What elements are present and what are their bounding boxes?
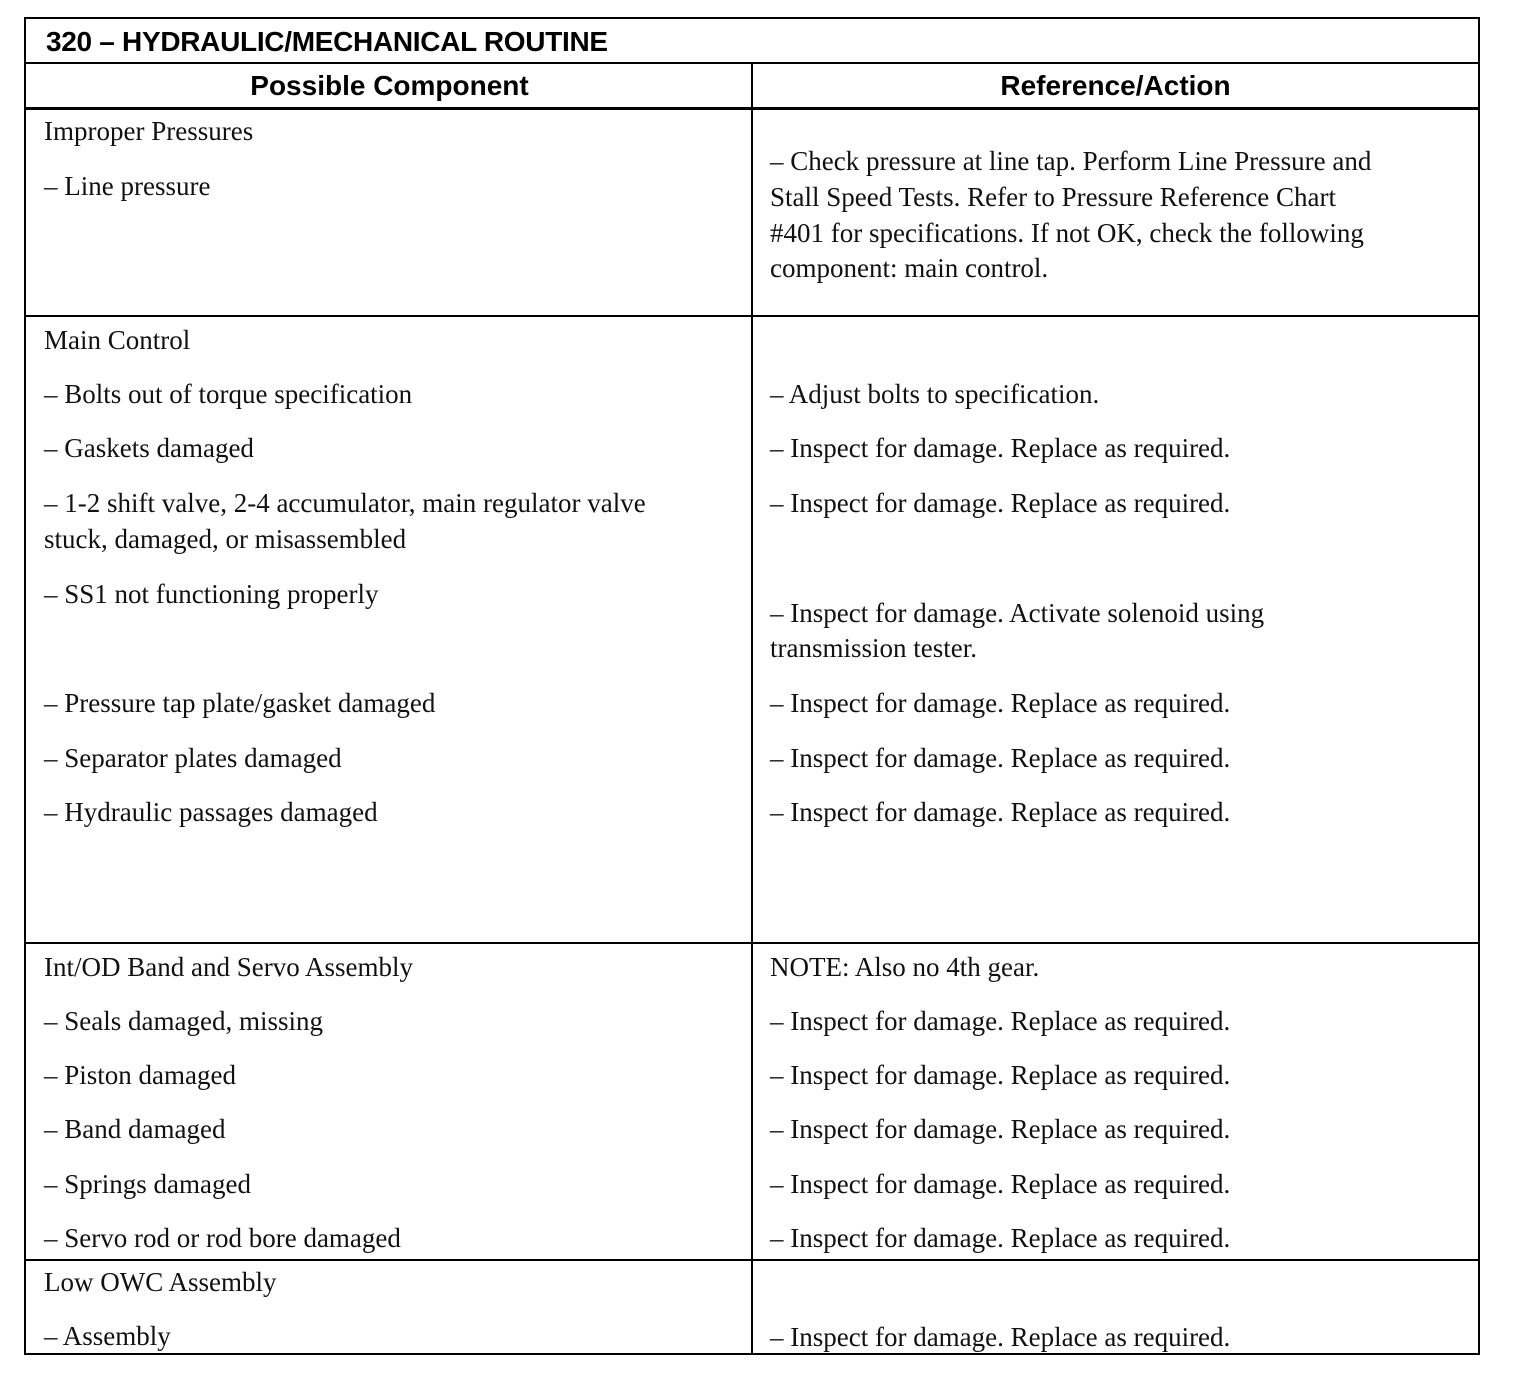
component-cell: – Band damaged — [44, 1114, 226, 1144]
component-cell: – Seals damaged, missing — [44, 1006, 323, 1036]
column-header-action: Reference/Action — [1000, 70, 1231, 101]
component-cell: – Springs damaged — [44, 1169, 251, 1199]
component-cell: – Bolts out of torque specification — [44, 379, 413, 409]
action-cell: – Inspect for damage. Replace as required. — [770, 1060, 1231, 1090]
action-cell: – Inspect for damage. Replace as required. — [770, 688, 1231, 718]
action-cell: – Inspect for damage. Replace as required. — [770, 1169, 1231, 1199]
action-cell: – Inspect for damage. Replace as required. — [770, 488, 1231, 518]
action-cell-line: Stall Speed Tests. Refer to Pressure Reference Chart — [770, 182, 1336, 212]
action-cell: – Inspect for damage. Replace as required. — [770, 1006, 1231, 1036]
component-cell: – Assembly — [44, 1321, 171, 1351]
action-cell-line: component: main control. — [770, 253, 1049, 283]
section-divider — [26, 1259, 1478, 1261]
note-text: NOTE: Also no 4th gear. — [770, 952, 1040, 982]
component-cell: – Line pressure — [44, 171, 211, 201]
action-cell: – Inspect for damage. Replace as required. — [770, 797, 1231, 827]
action-cell: transmission tester. — [770, 633, 977, 663]
section-heading: Int/OD Band and Servo Assembly — [44, 952, 413, 982]
action-cell-line: #401 for specifications. If not OK, check the following — [770, 218, 1364, 248]
column-divider — [751, 64, 753, 1353]
diagnostic-table — [24, 17, 1480, 1355]
action-cell: – Inspect for damage. Activate solenoid using — [770, 598, 1265, 628]
section-divider — [26, 315, 1478, 317]
component-cell: – Separator plates damaged — [44, 743, 342, 773]
component-cell: – Servo rod or rod bore damaged — [44, 1223, 401, 1253]
component-cell: – Gaskets damaged — [44, 433, 254, 463]
action-cell: – Adjust bolts to specification. — [770, 379, 1100, 409]
section-heading: Main Control — [44, 325, 191, 355]
table-title: 320 – HYDRAULIC/MECHANICAL ROUTINE — [26, 19, 1478, 64]
component-cell: – Piston damaged — [44, 1060, 236, 1090]
action-cell-line: – Check pressure at line tap. Perform Line Pressure and — [770, 146, 1372, 176]
action-cell: – Inspect for damage. Replace as required. — [770, 433, 1231, 463]
component-cell: – Pressure tap plate/gasket damaged — [44, 688, 436, 718]
section-heading: Low OWC Assembly — [44, 1267, 277, 1297]
column-header-component: Possible Component — [250, 70, 529, 101]
component-cell: stuck, damaged, or misassembled — [44, 524, 407, 554]
action-cell: – Inspect for damage. Replace as required. — [770, 1114, 1231, 1144]
action-cell: – Inspect for damage. Replace as required. — [770, 1322, 1231, 1352]
component-cell: – Hydraulic passages damaged — [44, 797, 378, 827]
action-cell: – Inspect for damage. Replace as required. — [770, 743, 1231, 773]
component-cell: – 1-2 shift valve, 2-4 accumulator, main regulator valve — [44, 488, 646, 518]
section-divider — [26, 942, 1478, 944]
component-cell: – SS1 not functioning properly — [44, 579, 379, 609]
action-cell: – Inspect for damage. Replace as required. — [770, 1223, 1231, 1253]
section-heading: Improper Pressures — [44, 116, 254, 146]
